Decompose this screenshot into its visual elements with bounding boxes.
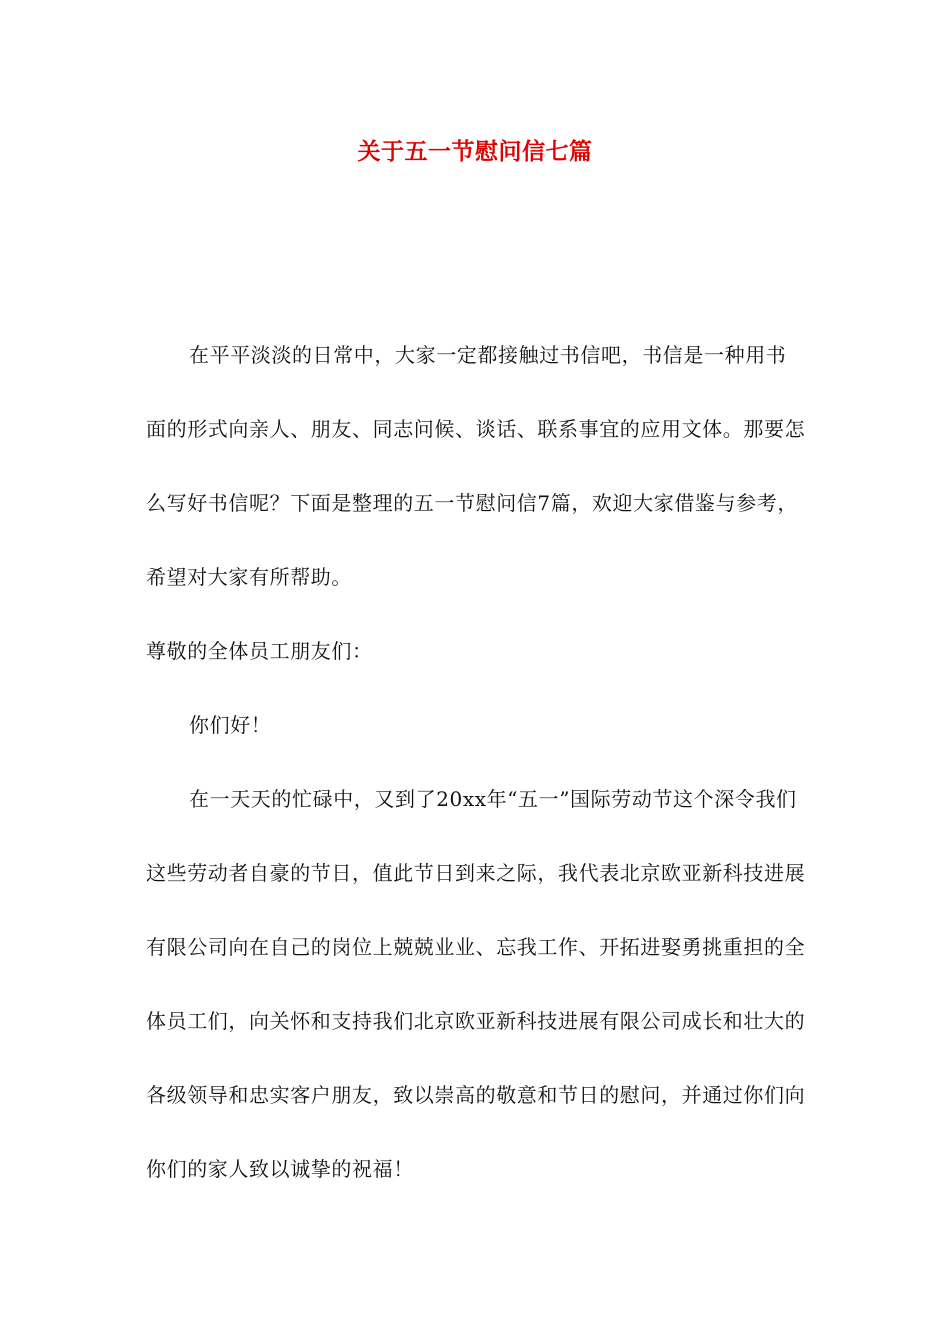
greeting: 你们好！ <box>189 713 272 737</box>
document-body <box>146 318 806 1206</box>
intro-paragraph: 在平平淡淡的日常中，大家一定都接触过书信吧，书信是一种用书面的形式向亲人、朋友、同志问候、谈话、联系事宜的应用文体。那要怎么写好书信呢？下面是整理的五一节慰问信7篇，欢迎大家借鉴与参考，希望对大家有所帮助。 <box>146 343 806 589</box>
letter-body-paragraph: 在一天天的忙碌中，又到了20xx年“五一”国际劳动节这个深令我们这些劳动者自豪的节日，值此节日到来之际，我代表北京欧亚新科技进展有限公司向在自己的岗位上兢兢业业、忘我工作、开拓进娶勇挑重担的全体员工们，向关怀和支持我们北京欧亚新科技进展有限公司成长和壮大的各级领导和忠实客户朋友，致以崇高的敬意和节日的慰问，并通过你们向你们的家人致以诚挚的祝福！ <box>146 787 806 1181</box>
document-title: 关于五一节慰问信七篇 <box>357 139 593 165</box>
salutation: 尊敬的全体员工朋友们： <box>146 639 373 663</box>
